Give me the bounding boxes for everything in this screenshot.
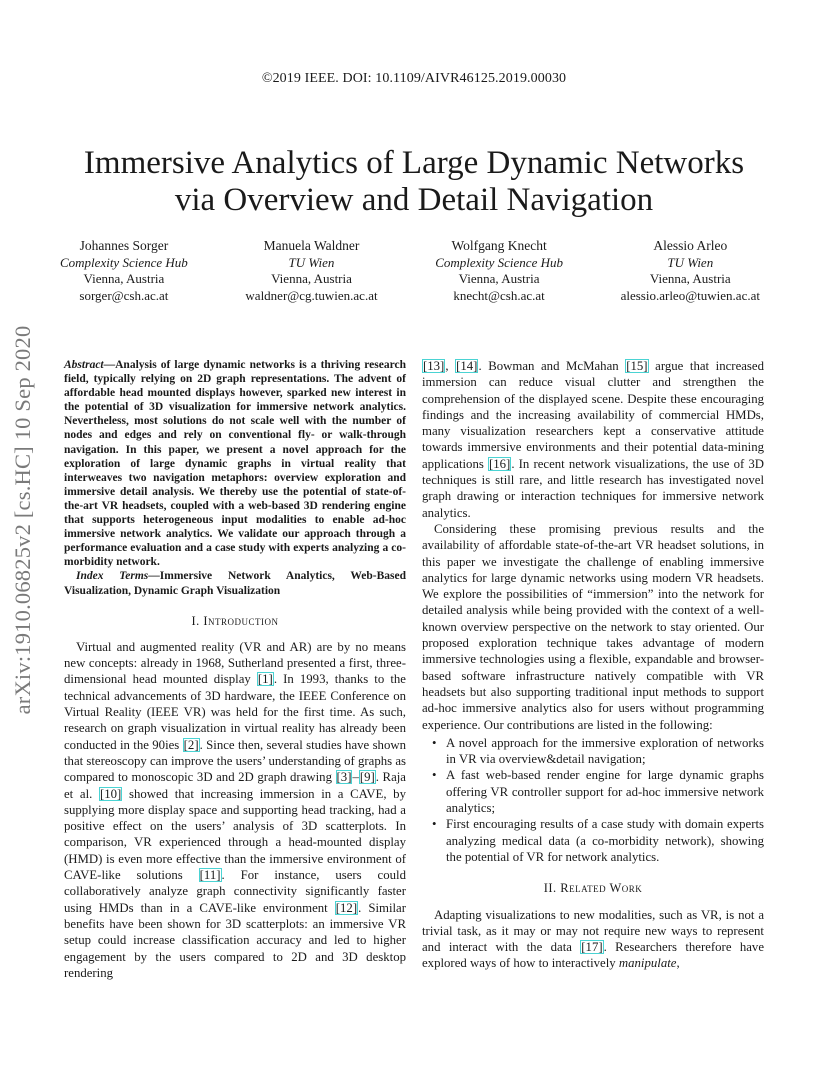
intro-continued-paragraph: [13], [14]. Bowman and McMahan [15] argue that increased immersion can reduce visual clutter and strengthen the comprehension of the displayed scene. Despite these encouraging findings and the increasing availability of commercial HMDs, many visualization researchers kept a conservative attitude towards immersive environments and their potential data-mining applications [16]. In recent network visualizations, the use of 3D techniques is still rare, and little research has investigated novel graph drawing or interaction techniques for immersive network analytics. [422,359,765,520]
author-affiliation: Complexity Science Hub [435,254,563,270]
citation-link[interactable]: [17] [581,940,603,955]
citation-link[interactable]: [14] [456,359,478,373]
citation-link[interactable]: [15] [626,359,648,373]
bullet-icon: • [432,817,437,832]
intro-paragraph: Considering these promising previous results and the availability of affordable state-of-the-art VR headset solutions, in this paper we investigate the challenge of enabling immersive analytics for large dynamic networks using modern VR headsets. We explore the possibilities of “immersion” into the network for detailed analysis while being provided with the context of a well-known overview perspective on the network to stay oriented. Our proposed exploration technique takes advantage of modern immersive technologies using a flexible, expandable and browser-based software infrastructure natively compatible with VR headsets but also supporting traditional input methods to support ad-hoc immersive analytics also for users without programming experience. Our contributions are listed in the following: [422,521,764,732]
author-name: Johannes Sorger [79,238,169,253]
section-heading-introduction: I. Introduction [191,613,279,628]
author-location: Vienna, Austria [271,271,352,286]
author-name: Wolfgang Knecht [451,238,547,253]
left-column [64,358,406,981]
author-location: Vienna, Austria [649,271,731,286]
copyright-notice: ©2019 IEEE. DOI: 10.1109/AIVR46125.2019.00030 [261,71,567,86]
abstract [64,358,406,569]
citation-link[interactable]: [9] [359,770,375,785]
list-item: • A novel approach for the immersive exploration of networks in VR via overview&detail navigation; [432,735,764,767]
paper-title [40,145,788,219]
index-terms [64,569,406,597]
author-name: Manuela Waldner [263,238,360,253]
citation-link[interactable]: [12] [335,900,358,915]
index-terms-lead: Index Terms [76,570,149,583]
bullet-icon: • [432,735,437,750]
author-affiliation: TU Wien [667,254,714,270]
right-column [422,358,764,972]
author-email[interactable]: alessio.arleo@tuwien.ac.at [620,287,760,303]
author-block [60,238,188,304]
author-email[interactable]: sorger@csh.ac.at [79,287,169,303]
section-heading-related-work: II. Related Work [543,881,643,896]
list-item: • A fast web-based render engine for large dynamic graphs offering VR controller support for ad-hoc immersive network analytics; [432,768,764,816]
citation-link[interactable]: [2] [183,737,199,752]
citation-link[interactable]: [10] [99,786,122,801]
citation-link[interactable]: [1] [257,672,273,687]
author-block [435,238,563,304]
author-location: Vienna, Austria [83,271,165,286]
related-work-paragraph: Adapting visualizations to new modalities, such as VR, is not a trivial task, as it may or may not require new ways to represent and interact with the data [17]. Researchers therefore have explored ways of how to interactively manipulate, [422,907,764,971]
abstract-lead: Abstract [64,359,104,371]
abstract-text: —Analysis of large dynamic networks is a thriving research field, typically relying on 2D graph representations. The advent of affordable head mounted displays however, sparked new interest in the potential of 3D visualization for immersive network analytics. Nevertheless, most solutions do not scale well with the number of nodes and edges and rely on conventional fly- or walk-through navigation. In this paper, we present a novel approach for the exploration of large dynamic graphs in virtual reality that interweaves two navigation metaphors: overview exploration and immersive detail analysis. We thereby use the potential of state-of-the-art VR headsets, coupled with a web-based 3D rendering engine that supports heterogeneous input modalities to enable ad-hoc immersive network analytics. We validate our approach through a performance evaluation and a case study with experts analyzing a co-morbidity network. [64,359,406,569]
intro-paragraph: Virtual and augmented reality (VR and AR) are by no means new concepts: already in 1968, Sutherland presented a first, three-dimensional head mounted display [1]. In 1993, thanks to the technical advancements of 3D hardware, the IEEE Conference on Virtual Reality (IEEE VR) was held for the first time. As such, research on graph visualization in virtual reality has already been conducted in the 90ies [2]. Since then, several studies have shown that stereoscopy can improve the users’ understanding of graphs as compared to monoscopic 3D and 2D graph drawing [3]–[9]. Raja et al. [10] showed that increasing immersion in a CAVE, by supplying more display space and supporting head tracking, had a positive effect on the users’ analysis of 3D scatterplots. In comparison, VR experienced through a head-mounted display (HMD) is even more effective than the immersive environment of CAVE-like solutions [11]. For instance, users could collaboratively analyze graph connectivity significantly faster using HMDs than in a CAVE-like environment [12]. Similar benefits have been shown for 3D scatterplots: an immersive VR setup could increase classification accuracy and led to higher engagement by the users compared to 2D and 3D desktop rendering [64,639,407,980]
author-email[interactable]: waldner@cg.tuwien.ac.at [245,287,378,303]
arxiv-identifier[interactable]: arXiv:1910.06825v2 [cs.HC] 10 Sep 2020 [10,325,35,715]
author-email[interactable]: knecht@csh.ac.at [453,287,545,303]
bullet-icon: • [432,768,437,783]
author-affiliation: Complexity Science Hub [60,254,188,270]
author-location: Vienna, Austria [458,271,540,286]
author-list [60,238,760,304]
list-item: • First encouraging results of a case study with domain experts analyzing medical data (a co-morbidity network), showing the potential of VR for network analytics. [432,817,764,864]
index-terms-text: —Immersive Network Analytics, Web-Based Visualization, Dynamic Graph Visualization [64,570,406,597]
paper-title-line-1: Immersive Analytics of Large Dynamic Networks [83,145,745,181]
author-block [245,238,377,304]
author-block [621,238,760,304]
citation-link[interactable]: [16] [488,456,511,471]
citation-link[interactable]: [11] [199,868,221,883]
author-affiliation: TU Wien [288,254,335,270]
author-name: Alessio Arleo [653,238,728,253]
citation-link[interactable]: [3] [336,770,352,785]
paper-title-line-2: via Overview and Detail Navigation [174,182,654,218]
citation-link[interactable]: [13] [423,359,445,373]
contribution-list [422,735,764,865]
